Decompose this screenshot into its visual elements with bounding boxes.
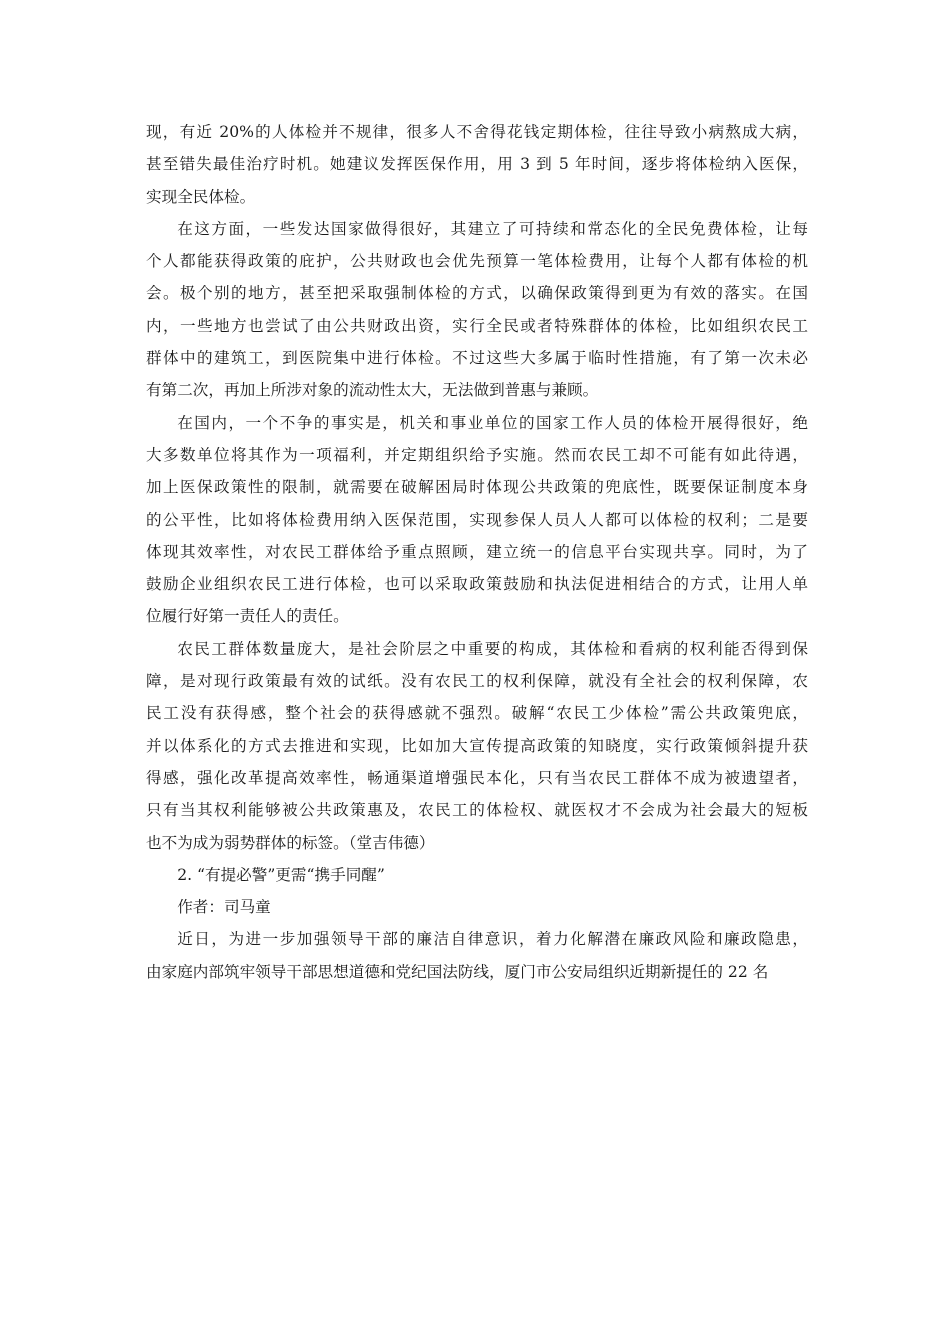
text-line: 近日，为进一步加强领导干部的廉洁自律意识，着力化解潜在廉政风险和廉政隐患， (177, 930, 808, 949)
text-line: 在国内，一个不争的事实是，机关和事业单位的国家工作人员的体检开展得很好，绝 (177, 413, 808, 432)
text-line: 2. “有提必警”更需“携手同醒” (177, 865, 385, 884)
paragraph (146, 923, 808, 988)
text-line: 位履行好第一责任人的责任。 (146, 607, 349, 626)
text-line: 会。极个别的地方，甚至把采取强制体检的方式，以确保政策得到更为有效的落实。在国 (146, 284, 808, 303)
text-line: 有第二次，再加上所涉对象的流动性太大，无法做到普惠与兼顾。 (146, 381, 599, 400)
text-line: 在这方面，一些发达国家做得很好，其建立了可持续和常态化的全民免费体检，让每 (177, 219, 808, 238)
text-line: 也不为成为弱势群体的标签。（堂吉伟德） (146, 833, 435, 852)
text-line: 障，是对现行政策最有效的试纸。没有农民工的权利保障，就没有全社会的权利保障，农 (146, 672, 808, 691)
text-line: 大多数单位将其作为一项福利，并定期组织给予实施。然而农民工却不可能有如此待遇， (146, 445, 808, 464)
text-line: 群体中的建筑工，到医院集中进行体检。不过这些大多属于临时性措施，有了第一次未必 (146, 349, 808, 368)
text-line: 的公平性，比如将体检费用纳入医保范围，实现参保人员人人都可以体检的权利；二是要 (146, 510, 808, 529)
text-line: 鼓励企业组织农民工进行体检，也可以采取政策鼓励和执法促进相结合的方式，让用人单 (146, 575, 808, 594)
paragraph (146, 859, 808, 891)
text-line: 加上医保政策性的限制，就需要在破解困局时体现公共政策的兜底性，既要保证制度本身 (146, 478, 808, 497)
text-line: 现，有近 20%的人体检并不规律，很多人不舍得花钱定期体检，往往导致小病熬成大病， (146, 123, 808, 141)
text-line: 并以体系化的方式去推进和实现，比如加大宣传提高政策的知晓度，实行政策倾斜提升获 (146, 736, 808, 755)
paragraph (146, 213, 808, 407)
text-line: 甚至错失最佳治疗时机。她建议发挥医保作用，用 3 到 5 年时间，逐步将体检纳入医保， (146, 155, 808, 174)
text-line: 实现全民体检。 (146, 187, 256, 206)
paragraph (146, 891, 808, 923)
text-line: 作者：司马童 (177, 898, 271, 917)
text-line: 个人都能获得政策的庇护，公共财政也会优先预算一笔体检费用，让每个人都有体检的机 (146, 252, 808, 271)
document-page (146, 116, 808, 988)
text-line: 民工没有获得感，整个社会的获得感就不强烈。破解“农民工少体检”需公共政策兜底， (146, 704, 808, 723)
paragraph (146, 116, 808, 213)
paragraph (146, 633, 808, 859)
text-line: 由家庭内部筑牢领导干部思想道德和党纪国法防线，厦门市公安局组织近期新提任的 22 名 (146, 962, 769, 981)
text-line: 只有当其权利能够被公共政策惠及，农民工的体检权、就医权才不会成为社会最大的短板 (146, 801, 808, 820)
text-line: 农民工群体数量庞大，是社会阶层之中重要的构成，其体检和看病的权利能否得到保 (177, 639, 808, 658)
text-line: 内，一些地方也尝试了由公共财政出资，实行全民或者特殊群体的体检，比如组织农民工 (146, 316, 808, 335)
text-line: 体现其效率性，对农民工群体给予重点照顾，建立统一的信息平台实现共享。同时，为了 (146, 542, 808, 561)
paragraph (146, 407, 808, 633)
text-line: 得感，强化改革提高效率性，畅通渠道增强民本化，只有当农民工群体不成为被遗望者， (146, 768, 808, 787)
